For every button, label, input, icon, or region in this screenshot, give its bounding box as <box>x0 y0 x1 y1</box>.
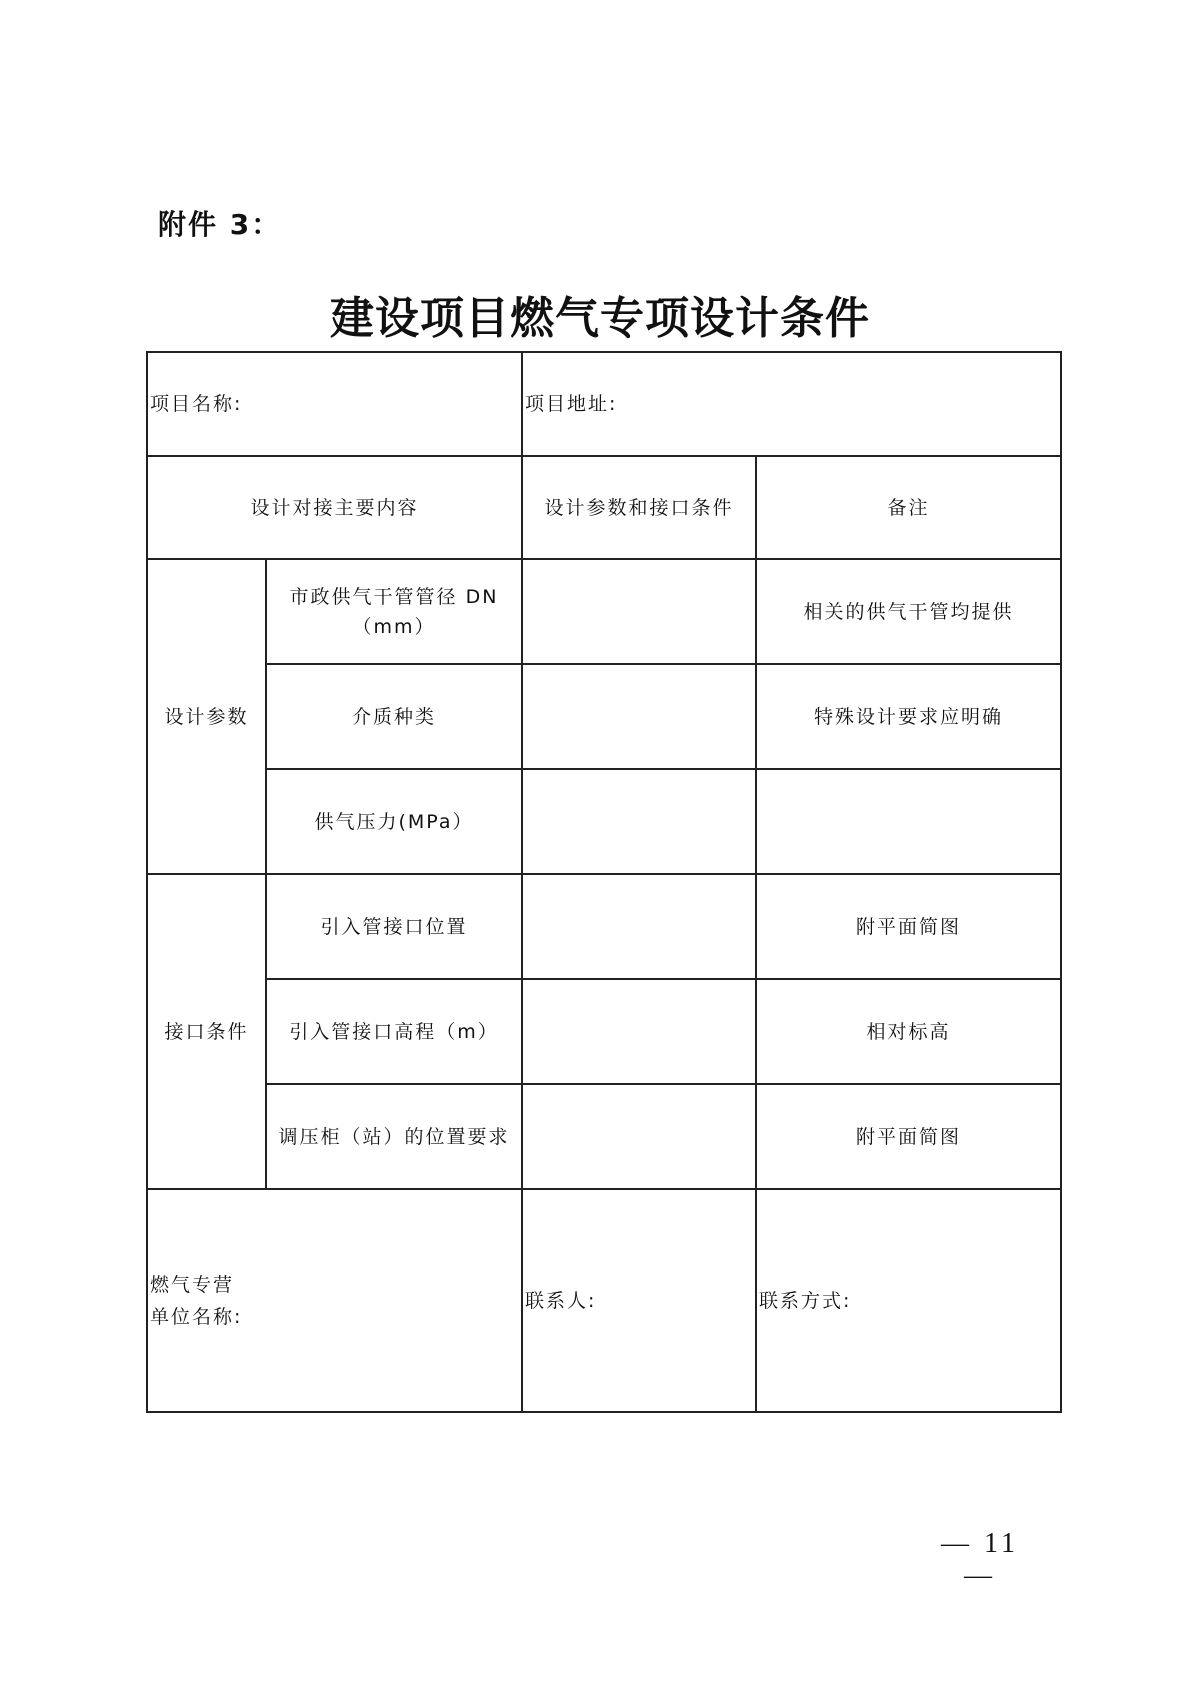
note-cell <box>756 769 1061 874</box>
table-row <box>147 664 1061 769</box>
gas-operator-unit-field[interactable] <box>147 1189 522 1412</box>
project-info-row <box>147 352 1061 456</box>
item-label-line2: （mm） <box>352 615 436 638</box>
value-cell[interactable] <box>522 559 756 664</box>
page-number: — 11 — <box>941 1528 1019 1591</box>
note-cell: 相关的供气干管均提供 <box>756 559 1061 664</box>
value-cell[interactable] <box>522 874 756 979</box>
unit-label-line1: 燃气专营 <box>150 1273 235 1296</box>
contact-row <box>147 1189 1061 1412</box>
note-cell: 相对标高 <box>756 979 1061 1084</box>
value-cell[interactable] <box>522 979 756 1084</box>
document-title: 建设项目燃气专项设计条件 <box>330 293 870 344</box>
note-cell: 附平面简图 <box>756 1084 1061 1189</box>
table-row <box>147 1084 1061 1189</box>
contact-person-field[interactable] <box>522 1189 756 1412</box>
unit-label-line2: 单位名称: <box>150 1305 243 1328</box>
item-cell <box>266 559 522 664</box>
group-label-interface: 接口条件 <box>147 874 266 1189</box>
item-cell: 调压柜（站）的位置要求 <box>266 1084 522 1189</box>
project-address-field[interactable] <box>522 352 1061 456</box>
table-row <box>147 559 1061 664</box>
table-row <box>147 769 1061 874</box>
value-cell[interactable] <box>522 1084 756 1189</box>
table-row <box>147 979 1061 1084</box>
value-cell[interactable] <box>522 769 756 874</box>
design-conditions-table <box>146 351 1062 1413</box>
project-name-field[interactable] <box>147 352 522 456</box>
item-cell: 供气压力(MPa） <box>266 769 522 874</box>
project-name-label: 项目名称: <box>150 393 243 415</box>
contact-method-label: 联系方式: <box>759 1289 852 1312</box>
item-cell: 引入管接口高程（m） <box>266 979 522 1084</box>
contact-person-label: 联系人: <box>525 1289 597 1312</box>
note-cell: 附平面简图 <box>756 874 1061 979</box>
value-cell[interactable] <box>522 664 756 769</box>
header-params: 设计参数和接口条件 <box>522 456 756 559</box>
header-main-content: 设计对接主要内容 <box>147 456 522 559</box>
table-row <box>147 874 1061 979</box>
item-label-line1: 市政供气干管管径 DN <box>289 585 499 608</box>
attachment-label: 附件 3： <box>158 208 282 241</box>
header-row <box>147 456 1061 559</box>
item-cell: 介质种类 <box>266 664 522 769</box>
header-notes: 备注 <box>756 456 1061 559</box>
group-label-design-params: 设计参数 <box>147 559 266 874</box>
note-cell: 特殊设计要求应明确 <box>756 664 1061 769</box>
project-address-label: 项目地址: <box>525 393 618 415</box>
item-cell: 引入管接口位置 <box>266 874 522 979</box>
contact-method-field[interactable] <box>756 1189 1061 1412</box>
